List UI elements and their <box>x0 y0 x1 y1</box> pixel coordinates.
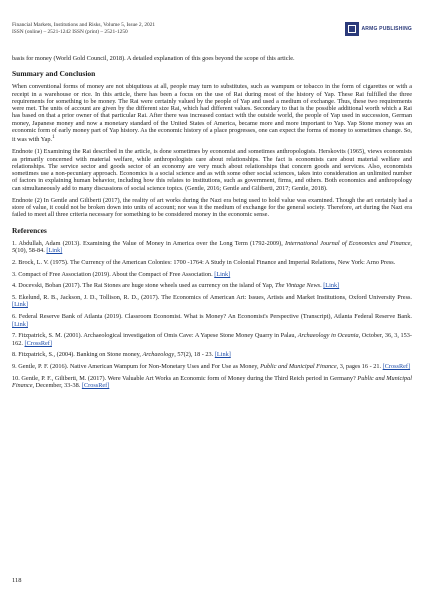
reference-link[interactable]: [Link] <box>46 246 63 254</box>
reference-item: 2. Brock, L. V. (1975). The Currency of the American Colonies: 1700 -1764: A Study in Colonial Finance and Imperial Relations, New York: Arno Press. <box>12 258 396 266</box>
publisher-logo-icon <box>345 22 359 36</box>
article-body <box>12 55 412 394</box>
section-heading: Summary and Conclusion <box>12 69 96 79</box>
reference-link[interactable]: [Link] <box>214 270 231 278</box>
reference-link[interactable]: [Link] <box>323 282 340 290</box>
page-header <box>12 22 412 58</box>
reference-link[interactable]: [CrossRef] <box>382 363 411 371</box>
endnote-1-paragraph: Endnote (1) Examining the Rai described in the article, is done sometimes by economist and sometimes anthropologists. Herskovits (1965), views economists as primarily concerned with material welfare, while anthropologists care about relationships. The fact is economists care about material welfare and relationships. The service sector and goods sector of an economy are very much about relationships that concern goods and services. Also, economists sometimes use a non-pecuniary approach. Economics is a social science and as with some other social sciences, takes into consideration an unlimited number of factors in explaining human behavior, including how this relates to institutions, such as government, firms, and others. Both economics and anthropology can simultaneously add to many discussions of social science topics. (Gentle, 2016; Gentle and Giliberti, 2017; Gentle, 2018). <box>12 148 412 192</box>
intro-paragraph: basis for money (World Gold Council, 2018). A detailed explanation of this goes beyond the scope of this article. <box>12 55 295 62</box>
reference-item: 5. Ekelund, R. B., Jackson, J. D., Tollison, R. D., (2017). The Economics of American Art: Issues, Artists and Market Institutions, Oxford University Press. [Link] <box>12 294 412 309</box>
page-number: 118 <box>12 577 22 584</box>
references-list <box>12 240 412 390</box>
reference-item: 8. Fitzpatrick, S., (2004). Banking on Stone money, Archaeology, 57(2), 18 - 23. [Link] <box>12 351 231 359</box>
reference-link[interactable]: [Link] <box>214 351 231 359</box>
endnote-superscript: 1 <box>52 134 55 140</box>
reference-item: 7. Fitzpatrick, S. M. (2001). Archaeological investigation of Omis Cave: A Yapese Stone Money Quarry in Palau, Archaeology in Oceania, October, 36, 3, 153-162. [CrossRef] <box>12 332 412 347</box>
journal-issn-line: ISSN (online) – 2521-1242 ISSN (print) – 2521-1250 <box>12 28 128 35</box>
references-heading: References <box>12 225 47 235</box>
reference-item: 9. Gentle, P. F. (2016). Native American Wampum for Non-Monetary Uses and For Use as Money, Public and Municipal Finance, 3, pages 16 - 21. [CrossRef] <box>12 363 411 371</box>
summary-paragraph: When conventional forms of money are not ubiquitous at all, people may turn to substitutes, such as wampum or tobacco in the form of cigarettes or with a receipt in a warehouse or rice. In this article, there has been a focus on the use of Rai during most of the history of Yap. These Rai fulfilled the three requirements for something to be money. The Rai were certainly valued by the people of Yap and used a medium of exchange. Thus, these two requirements were met. The units of account are given by the different size Rai, which had different values. Secondary to that is the possible additional worth which a Rai has based on that a prior owner of that particular Rai. After there was increased contact with the outside world, the people of Yap used in succession, German money, Japanese money and now a monetary standard of the United States of America, became more and more important to Yap. Yap Stone money was an economic form of early money part of Yap history. As the economic history of a place progresses, one can expect the forms of money to sometimes change. So, it was with Yap.$^1$ <box>12 83 412 144</box>
reference-link[interactable]: [Link] <box>12 301 28 309</box>
reference-item: 4. Docevski, Boban (2017). The Rai Stones are huge stone wheels used as currency on the island of Yap, The Vintage News. [Link] <box>12 282 340 290</box>
reference-item: 6. Federal Reserve Bank of Atlanta (2019). Classroom Economist. What is Money? An Economist's Perspective (Transcript), Atlanta Federal Reserve Bank. [Link] <box>12 313 412 328</box>
reference-link[interactable]: [CrossRef] <box>24 339 52 347</box>
reference-link[interactable]: [CrossRef] <box>81 382 110 390</box>
reference-link[interactable]: [Link] <box>12 320 28 328</box>
publisher-name: ARMG PUBLISHING <box>361 26 412 32</box>
journal-title-line: Financial Markets, Institutions and Risks, Volume 5, Issue 2, 2021 <box>12 22 156 28</box>
reference-item: 10. Gentle, P. F., Giliberti, M. (2017). Were Valuable Art Works an Economic form of Money during the Third Reich period in Germany? Public and Municipal Finance, December, 33-38. [CrossRef] <box>12 375 412 390</box>
reference-item: 1. Abdullah, Adam (2013). Examining the Value of Money in America over the Long Term (1792-2009), International Journal of Economics and Finance, 5(10), 58-84. [Link] <box>12 239 412 254</box>
reference-item: 3. Compact of Free Association (2019). About the Compact of Free Association. [Link] <box>12 270 231 278</box>
publisher-logo <box>345 22 413 36</box>
endnote-2-paragraph: Endnote (2) In Gentle and Giliberti (2017), the reality of art works during the Nazi era being used to hold value was examined. Though the art certainly had a store of value, it could not be broken down into units of account; nor was it the medium of exchange for the general society. Therefore, art during the Nazi era failed to meet all three criteria necessary for something to be considered money in the economic sense. <box>12 196 412 219</box>
